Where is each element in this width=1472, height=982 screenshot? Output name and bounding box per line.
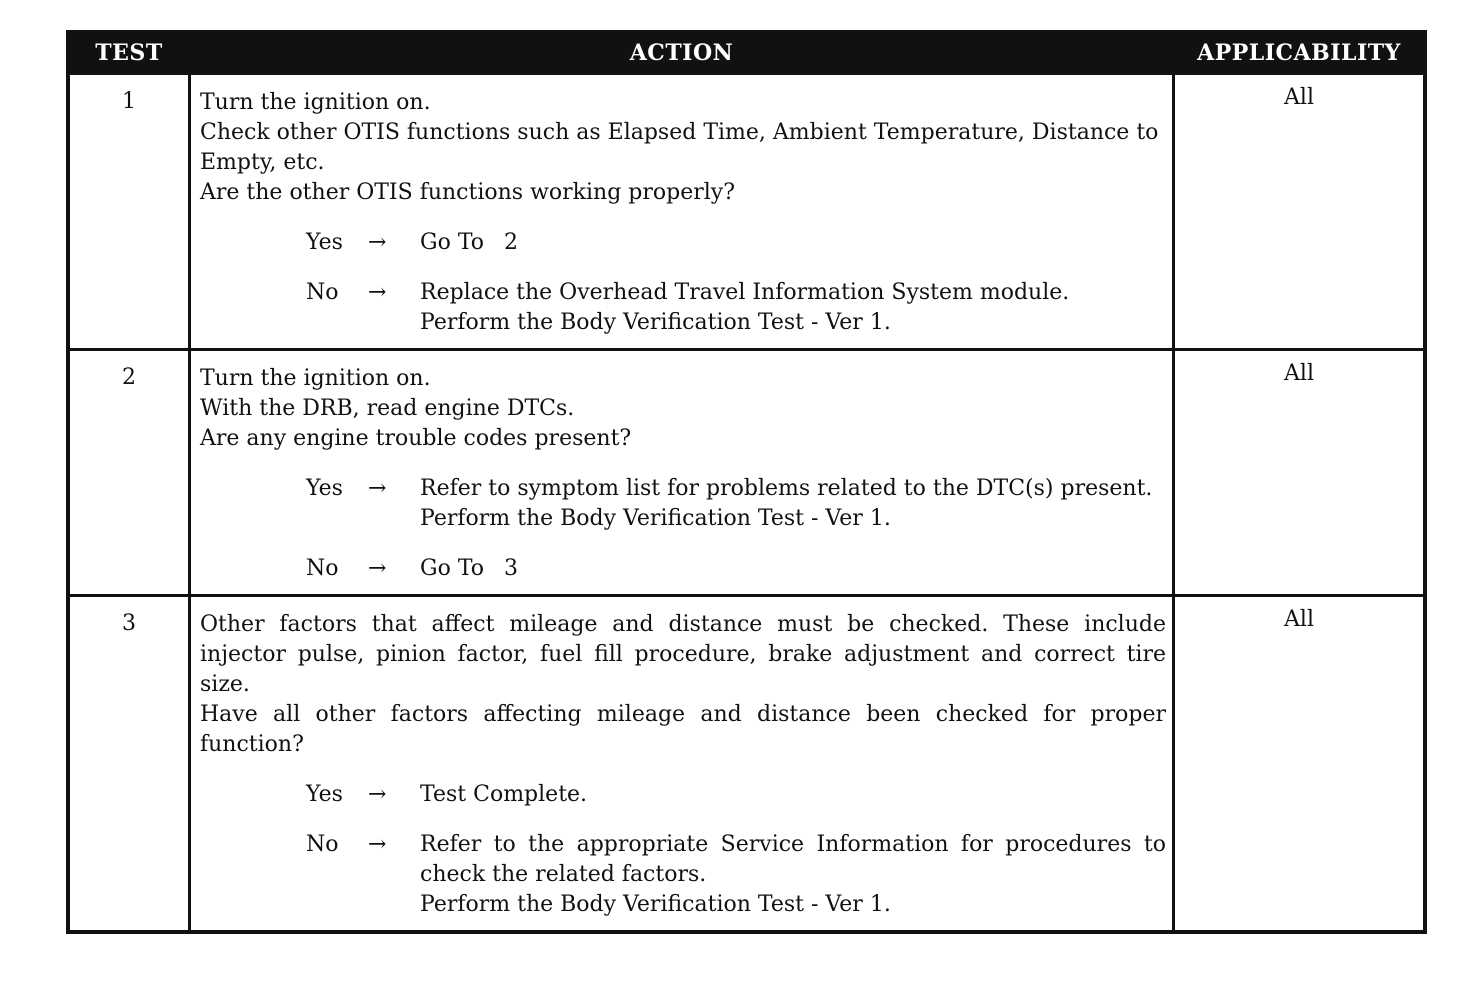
- diagnostic-table: [66, 30, 1427, 934]
- question-line: Are the other OTIS functions working properly?: [200, 180, 735, 205]
- table-row: [70, 348, 1423, 594]
- goto-text: Go To: [420, 556, 485, 581]
- table-header: [70, 34, 1423, 72]
- question-line: With the DRB, read engine DTCs.: [200, 396, 575, 421]
- yes-label: Yes: [306, 476, 343, 501]
- yes-label: Yes: [306, 230, 343, 255]
- applicability-value: All: [1284, 85, 1314, 110]
- goto-number: 3: [504, 556, 519, 581]
- no-result: [420, 830, 1166, 920]
- yes-answer: [200, 228, 1166, 258]
- arrow-icon: →: [368, 782, 387, 807]
- yes-result: [420, 228, 1166, 258]
- result-line: Perform the Body Verification Test - Ver 1.: [420, 310, 891, 335]
- header-applicability: APPLICABILITY: [1197, 40, 1401, 66]
- yes-label: Yes: [306, 782, 343, 807]
- applicability-value: All: [1284, 361, 1314, 386]
- yes-answer: [200, 474, 1166, 534]
- test-number: 1: [122, 89, 136, 114]
- question-line: Check other OTIS functions such as Elapsed Time, Ambient Temperature, Distance to Empty, etc.: [200, 120, 1159, 175]
- applicability-value: All: [1284, 607, 1314, 632]
- arrow-icon: →: [368, 280, 387, 305]
- arrow-icon: →: [368, 832, 387, 857]
- action-cell: [188, 597, 1175, 930]
- question-line: Are any engine trouble codes present?: [200, 426, 632, 451]
- yes-result: [420, 474, 1166, 534]
- no-answer: [200, 830, 1166, 920]
- arrow-icon: →: [368, 476, 387, 501]
- table-row: [70, 72, 1423, 348]
- question-line: Have all other factors affecting mileage and distance been checked for proper function?: [200, 702, 1166, 757]
- question-line: Turn the ignition on.: [200, 366, 431, 391]
- goto-text: Go To: [420, 230, 485, 255]
- arrow-icon: →: [368, 230, 387, 255]
- test-number: 3: [122, 611, 136, 636]
- result-line: Perform the Body Verification Test - Ver 1.: [420, 506, 891, 531]
- result-line: Test Complete.: [420, 782, 588, 807]
- no-answer: [200, 554, 1166, 584]
- result-line: Replace the Overhead Travel Information System module.: [420, 280, 1070, 305]
- no-answer: [200, 278, 1166, 338]
- result-line: Refer to the appropriate Service Information for procedures to check the related factors.: [420, 832, 1166, 887]
- header-action: ACTION: [629, 40, 734, 66]
- no-result: [420, 554, 1166, 584]
- action-cell: [188, 75, 1175, 348]
- arrow-icon: →: [368, 556, 387, 581]
- question-line: Other factors that affect mileage and distance must be checked. These include injector pulse, pinion factor, fuel fill procedure, brake adjustment and correct tire size.: [200, 612, 1166, 697]
- yes-result: [420, 780, 1166, 810]
- goto-number: 2: [504, 230, 519, 255]
- result-line: Perform the Body Verification Test - Ver 1.: [420, 892, 891, 917]
- no-label: No: [306, 832, 339, 857]
- no-label: No: [306, 556, 339, 581]
- header-test: TEST: [95, 40, 163, 66]
- table-row: [70, 594, 1423, 930]
- result-line: Refer to symptom list for problems related to the DTC(s) present.: [420, 476, 1153, 501]
- test-number: 2: [122, 365, 136, 390]
- yes-answer: [200, 780, 1166, 810]
- action-cell: [188, 351, 1175, 594]
- no-result: [420, 278, 1166, 338]
- no-label: No: [306, 280, 339, 305]
- question-line: Turn the ignition on.: [200, 90, 431, 115]
